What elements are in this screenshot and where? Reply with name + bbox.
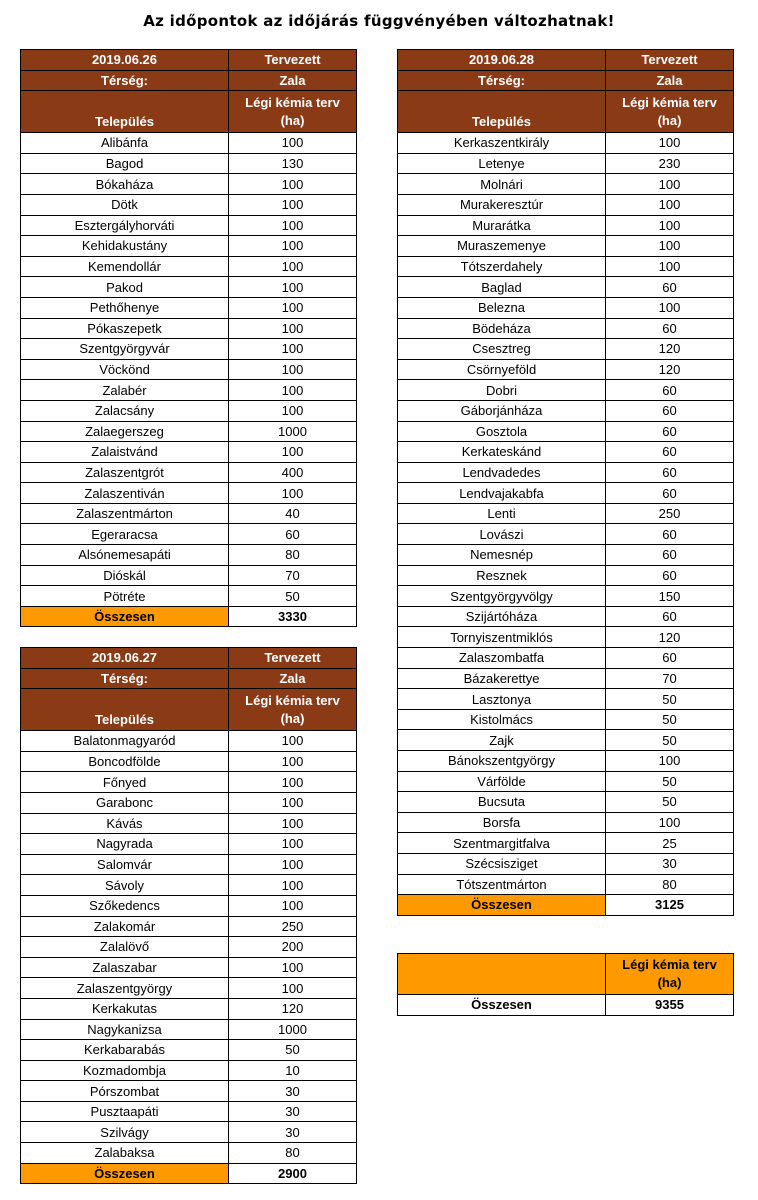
region-label: Térség: bbox=[21, 70, 229, 91]
plan-hectares: 30 bbox=[229, 1081, 357, 1102]
table-row bbox=[398, 153, 734, 174]
table-row bbox=[21, 957, 357, 978]
settlement-name: Borsfa bbox=[398, 812, 606, 833]
plan-hectares: 100 bbox=[606, 133, 734, 154]
plan-header-line2: (ha) bbox=[280, 710, 305, 726]
table-row bbox=[398, 215, 734, 236]
grand-total-header-row bbox=[398, 954, 734, 995]
date-header-row bbox=[398, 50, 734, 71]
settlement-name: Szőkedencs bbox=[21, 895, 229, 916]
table-row bbox=[398, 297, 734, 318]
plan-hectares: 25 bbox=[606, 833, 734, 854]
settlement-name: Boncodfölde bbox=[21, 751, 229, 772]
table-row bbox=[398, 730, 734, 751]
plan-hectares: 100 bbox=[229, 442, 357, 463]
settlement-name: Belezna bbox=[398, 297, 606, 318]
plan-hectares: 60 bbox=[606, 606, 734, 627]
table-row bbox=[398, 133, 734, 154]
settlement-name: Kehidakustány bbox=[21, 236, 229, 257]
plan-hectares: 100 bbox=[606, 236, 734, 257]
settlement-name: Letenye bbox=[398, 153, 606, 174]
table-row bbox=[398, 421, 734, 442]
schedule-date: 2019.06.28 bbox=[398, 50, 606, 71]
settlement-name: Vöckönd bbox=[21, 359, 229, 380]
region-value: Zala bbox=[229, 70, 357, 91]
table-row bbox=[398, 648, 734, 669]
plan-hectares: 100 bbox=[229, 194, 357, 215]
table-row bbox=[21, 916, 357, 937]
table-row bbox=[21, 215, 357, 236]
table-row bbox=[21, 359, 357, 380]
plan-hectares: 100 bbox=[229, 957, 357, 978]
settlement-name: Zalabaksa bbox=[21, 1143, 229, 1164]
settlement-name: Kemendollár bbox=[21, 256, 229, 277]
column-header-row bbox=[398, 91, 734, 133]
page-title: Az időpontok az időjárás függvényében változhatnak! bbox=[143, 12, 615, 30]
region-row bbox=[21, 668, 357, 689]
table-row bbox=[398, 503, 734, 524]
table-row bbox=[21, 792, 357, 813]
date-header-row bbox=[21, 648, 357, 669]
table-row bbox=[21, 256, 357, 277]
settlement-name: Lendvajakabfa bbox=[398, 483, 606, 504]
settlement-name: Nemesnép bbox=[398, 545, 606, 566]
plan-hectares: 120 bbox=[606, 359, 734, 380]
settlement-name: Gáborjánháza bbox=[398, 400, 606, 421]
table-row bbox=[398, 627, 734, 648]
settlement-name: Esztergályhorváti bbox=[21, 215, 229, 236]
schedule-table-3 bbox=[397, 49, 734, 916]
settlement-name: Zalakomár bbox=[21, 916, 229, 937]
plan-hectares: 100 bbox=[229, 256, 357, 277]
planned-label: Tervezett bbox=[229, 50, 357, 71]
table-row bbox=[398, 833, 734, 854]
table-row bbox=[21, 813, 357, 834]
table-row bbox=[21, 1081, 357, 1102]
settlement-name: Zalaistvánd bbox=[21, 442, 229, 463]
schedule-date: 2019.06.27 bbox=[21, 648, 229, 669]
grand-total-header-blank bbox=[398, 954, 606, 995]
settlement-name: Szentgyörgyvár bbox=[21, 339, 229, 360]
settlement-name: Zajk bbox=[398, 730, 606, 751]
plan-hectares: 100 bbox=[229, 215, 357, 236]
table-row bbox=[398, 380, 734, 401]
settlement-name: Kerkateskánd bbox=[398, 442, 606, 463]
plan-hectares: 100 bbox=[229, 133, 357, 154]
table-row bbox=[21, 1019, 357, 1040]
plan-hectares: 60 bbox=[606, 442, 734, 463]
settlement-name: Bagod bbox=[21, 153, 229, 174]
settlement-column-header: Település bbox=[398, 91, 606, 133]
settlement-name: Molnári bbox=[398, 174, 606, 195]
table-row bbox=[21, 565, 357, 586]
table-row bbox=[21, 400, 357, 421]
table-row bbox=[398, 853, 734, 874]
plan-hectares: 230 bbox=[606, 153, 734, 174]
table-row bbox=[398, 174, 734, 195]
table-row bbox=[398, 689, 734, 710]
schedule-date: 2019.06.26 bbox=[21, 50, 229, 71]
plan-hectares: 250 bbox=[606, 503, 734, 524]
table-row bbox=[21, 174, 357, 195]
plan-hectares: 100 bbox=[606, 812, 734, 833]
table-row bbox=[21, 462, 357, 483]
settlement-name: Zalaegerszeg bbox=[21, 421, 229, 442]
plan-hectares: 120 bbox=[606, 627, 734, 648]
settlement-name: Szilvágy bbox=[21, 1122, 229, 1143]
plan-hectares: 100 bbox=[229, 792, 357, 813]
plan-hectares: 100 bbox=[229, 772, 357, 793]
settlement-name: Bánokszentgyörgy bbox=[398, 751, 606, 772]
plan-hectares: 100 bbox=[229, 318, 357, 339]
settlement-name: Nagykanizsa bbox=[21, 1019, 229, 1040]
settlement-name: Zalaszentgyörgy bbox=[21, 978, 229, 999]
total-value: 3330 bbox=[229, 606, 357, 627]
plan-column-header bbox=[229, 91, 357, 133]
plan-hectares: 100 bbox=[606, 194, 734, 215]
plan-hectares: 50 bbox=[229, 586, 357, 607]
settlement-name: Salomvár bbox=[21, 854, 229, 875]
total-label: Összesen bbox=[21, 1163, 229, 1184]
plan-header-line1: Légi kémia terv bbox=[622, 94, 717, 110]
plan-header-line2: (ha) bbox=[657, 975, 682, 990]
table-row bbox=[21, 236, 357, 257]
table-row bbox=[398, 236, 734, 257]
plan-hectares: 100 bbox=[229, 875, 357, 896]
plan-header-line1: Légi kémia terv bbox=[622, 957, 717, 972]
settlement-name: Lovászi bbox=[398, 524, 606, 545]
plan-hectares: 100 bbox=[606, 174, 734, 195]
table-row bbox=[398, 792, 734, 813]
table-row bbox=[21, 978, 357, 999]
table-row bbox=[398, 339, 734, 360]
plan-hectares: 100 bbox=[229, 483, 357, 504]
settlement-name: Baglad bbox=[398, 277, 606, 298]
table-row bbox=[21, 586, 357, 607]
table-row bbox=[398, 586, 734, 607]
plan-header-line1: Légi kémia terv bbox=[245, 692, 340, 708]
plan-hectares: 400 bbox=[229, 462, 357, 483]
settlement-name: Kerkabarabás bbox=[21, 1040, 229, 1061]
table-row bbox=[398, 565, 734, 586]
table-row bbox=[398, 256, 734, 277]
plan-hectares: 100 bbox=[606, 256, 734, 277]
table-row bbox=[21, 1060, 357, 1081]
plan-hectares: 60 bbox=[606, 400, 734, 421]
table-row bbox=[21, 503, 357, 524]
plan-hectares: 150 bbox=[606, 586, 734, 607]
table-row bbox=[21, 875, 357, 896]
planned-label: Tervezett bbox=[229, 648, 357, 669]
table-row bbox=[21, 998, 357, 1019]
table-row bbox=[398, 545, 734, 566]
table-row bbox=[21, 421, 357, 442]
table-row bbox=[21, 380, 357, 401]
plan-hectares: 60 bbox=[606, 545, 734, 566]
plan-hectares: 50 bbox=[606, 730, 734, 751]
settlement-name: Bázakerettye bbox=[398, 668, 606, 689]
plan-hectares: 100 bbox=[229, 854, 357, 875]
table-row bbox=[398, 462, 734, 483]
region-row bbox=[21, 70, 357, 91]
table-row bbox=[398, 709, 734, 730]
table-row bbox=[21, 731, 357, 752]
settlement-name: Kistolmács bbox=[398, 709, 606, 730]
plan-hectares: 130 bbox=[229, 153, 357, 174]
settlement-name: Kerkakutas bbox=[21, 998, 229, 1019]
settlement-name: Pókaszepetk bbox=[21, 318, 229, 339]
settlement-name: Szentgyörgyvölgy bbox=[398, 586, 606, 607]
table-row bbox=[398, 874, 734, 895]
plan-hectares: 100 bbox=[229, 277, 357, 298]
settlement-name: Bucsuta bbox=[398, 792, 606, 813]
table-row bbox=[21, 442, 357, 463]
settlement-name: Szijártóháza bbox=[398, 606, 606, 627]
plan-header-line2: (ha) bbox=[657, 112, 682, 128]
table-row bbox=[398, 668, 734, 689]
plan-hectares: 30 bbox=[229, 1101, 357, 1122]
settlement-name: Dobri bbox=[398, 380, 606, 401]
plan-hectares: 100 bbox=[606, 297, 734, 318]
settlement-name: Pusztaapáti bbox=[21, 1101, 229, 1122]
column-header-row bbox=[21, 91, 357, 133]
table-row bbox=[21, 1143, 357, 1164]
plan-hectares: 1000 bbox=[229, 421, 357, 442]
settlement-name: Bókaháza bbox=[21, 174, 229, 195]
table-row bbox=[398, 359, 734, 380]
plan-hectares: 100 bbox=[606, 751, 734, 772]
plan-hectares: 60 bbox=[606, 524, 734, 545]
plan-hectares: 100 bbox=[229, 751, 357, 772]
plan-hectares: 80 bbox=[229, 545, 357, 566]
settlement-name: Zalacsány bbox=[21, 400, 229, 421]
settlement-name: Pakod bbox=[21, 277, 229, 298]
table-row bbox=[21, 854, 357, 875]
table-row bbox=[21, 524, 357, 545]
region-label: Térség: bbox=[398, 70, 606, 91]
plan-hectares: 30 bbox=[606, 853, 734, 874]
settlement-name: Zalaszentgrót bbox=[21, 462, 229, 483]
table-row bbox=[398, 606, 734, 627]
settlement-name: Murarátka bbox=[398, 215, 606, 236]
plan-hectares: 120 bbox=[229, 998, 357, 1019]
settlement-name: Sávoly bbox=[21, 875, 229, 896]
table-row bbox=[21, 895, 357, 916]
plan-hectares: 100 bbox=[229, 731, 357, 752]
table-row bbox=[21, 772, 357, 793]
settlement-name: Tótszerdahely bbox=[398, 256, 606, 277]
total-label: Összesen bbox=[21, 606, 229, 627]
plan-hectares: 100 bbox=[606, 215, 734, 236]
plan-hectares: 30 bbox=[229, 1122, 357, 1143]
table-row bbox=[398, 400, 734, 421]
settlement-name: Egeraracsa bbox=[21, 524, 229, 545]
plan-hectares: 80 bbox=[229, 1143, 357, 1164]
settlement-name: Resznek bbox=[398, 565, 606, 586]
table-row bbox=[21, 1040, 357, 1061]
plan-hectares: 80 bbox=[606, 874, 734, 895]
settlement-name: Pötréte bbox=[21, 586, 229, 607]
schedule-table-2 bbox=[20, 647, 357, 1184]
table-row bbox=[21, 339, 357, 360]
settlement-name: Szécsisziget bbox=[398, 853, 606, 874]
plan-header-line1: Légi kémia terv bbox=[245, 94, 340, 110]
settlement-name: Zalaszentiván bbox=[21, 483, 229, 504]
schedule-table-1 bbox=[20, 49, 357, 627]
plan-hectares: 100 bbox=[229, 978, 357, 999]
settlement-name: Zalalövő bbox=[21, 937, 229, 958]
settlement-name: Szentmargitfalva bbox=[398, 833, 606, 854]
plan-hectares: 100 bbox=[229, 359, 357, 380]
table-row bbox=[398, 771, 734, 792]
table-row bbox=[398, 194, 734, 215]
table-row bbox=[21, 297, 357, 318]
plan-hectares: 50 bbox=[606, 792, 734, 813]
table-row bbox=[21, 318, 357, 339]
settlement-name: Balatonmagyaród bbox=[21, 731, 229, 752]
total-value: 3125 bbox=[606, 895, 734, 916]
settlement-name: Pórszombat bbox=[21, 1081, 229, 1102]
settlement-name: Zalaszentmárton bbox=[21, 503, 229, 524]
column-header-row bbox=[21, 689, 357, 731]
settlement-name: Dötk bbox=[21, 194, 229, 215]
table-row bbox=[21, 751, 357, 772]
table-row bbox=[398, 812, 734, 833]
grand-total-row bbox=[398, 995, 734, 1016]
settlement-name: Főnyed bbox=[21, 772, 229, 793]
plan-hectares: 100 bbox=[229, 380, 357, 401]
plan-hectares: 200 bbox=[229, 937, 357, 958]
plan-hectares: 40 bbox=[229, 503, 357, 524]
settlement-name: Alsónemesapáti bbox=[21, 545, 229, 566]
plan-hectares: 100 bbox=[229, 297, 357, 318]
table-row bbox=[21, 153, 357, 174]
plan-hectares: 100 bbox=[229, 834, 357, 855]
settlement-name: Dióskál bbox=[21, 565, 229, 586]
table-row bbox=[398, 483, 734, 504]
plan-hectares: 120 bbox=[606, 339, 734, 360]
plan-hectares: 250 bbox=[229, 916, 357, 937]
settlement-name: Lendvadedes bbox=[398, 462, 606, 483]
plan-hectares: 100 bbox=[229, 236, 357, 257]
total-row bbox=[21, 606, 357, 627]
settlement-name: Nagyrada bbox=[21, 834, 229, 855]
table-row bbox=[21, 277, 357, 298]
table-row bbox=[21, 483, 357, 504]
settlement-name: Csesztreg bbox=[398, 339, 606, 360]
table-row bbox=[21, 937, 357, 958]
region-row bbox=[398, 70, 734, 91]
settlement-column-header: Település bbox=[21, 689, 229, 731]
table-row bbox=[21, 834, 357, 855]
plan-hectares: 100 bbox=[229, 895, 357, 916]
plan-hectares: 50 bbox=[606, 709, 734, 730]
grand-total-table bbox=[397, 953, 734, 1016]
settlement-name: Lenti bbox=[398, 503, 606, 524]
settlement-name: Zalabér bbox=[21, 380, 229, 401]
settlement-name: Alibánfa bbox=[21, 133, 229, 154]
total-row bbox=[398, 895, 734, 916]
settlement-name: Tótszentmárton bbox=[398, 874, 606, 895]
plan-hectares: 60 bbox=[606, 318, 734, 339]
plan-hectares: 60 bbox=[606, 565, 734, 586]
plan-hectares: 1000 bbox=[229, 1019, 357, 1040]
settlement-name: Kozmadombja bbox=[21, 1060, 229, 1081]
plan-hectares: 50 bbox=[606, 771, 734, 792]
settlement-name: Lasztonya bbox=[398, 689, 606, 710]
plan-hectares: 50 bbox=[606, 689, 734, 710]
plan-hectares: 70 bbox=[229, 565, 357, 586]
settlement-name: Murakeresztúr bbox=[398, 194, 606, 215]
settlement-name: Garabonc bbox=[21, 792, 229, 813]
plan-hectares: 100 bbox=[229, 339, 357, 360]
settlement-name: Kerkaszentkirály bbox=[398, 133, 606, 154]
table-row bbox=[21, 1101, 357, 1122]
table-row bbox=[398, 318, 734, 339]
plan-hectares: 60 bbox=[606, 483, 734, 504]
region-value: Zala bbox=[229, 668, 357, 689]
table-row bbox=[398, 442, 734, 463]
table-row bbox=[21, 1122, 357, 1143]
plan-hectares: 100 bbox=[229, 813, 357, 834]
plan-hectares: 10 bbox=[229, 1060, 357, 1081]
plan-hectares: 60 bbox=[606, 277, 734, 298]
settlement-name: Zalaszabar bbox=[21, 957, 229, 978]
settlement-name: Zalaszombatfa bbox=[398, 648, 606, 669]
date-header-row bbox=[21, 50, 357, 71]
table-row bbox=[21, 133, 357, 154]
table-row bbox=[21, 194, 357, 215]
plan-column-header bbox=[229, 689, 357, 731]
plan-hectares: 60 bbox=[606, 462, 734, 483]
settlement-name: Gosztola bbox=[398, 421, 606, 442]
grand-total-value: 9355 bbox=[606, 995, 734, 1016]
table-row bbox=[398, 751, 734, 772]
total-row bbox=[21, 1163, 357, 1184]
settlement-name: Csörnyeföld bbox=[398, 359, 606, 380]
grand-total-label: Összesen bbox=[398, 995, 606, 1016]
plan-hectares: 50 bbox=[229, 1040, 357, 1061]
grand-total-plan-header bbox=[606, 954, 734, 995]
plan-hectares: 60 bbox=[606, 421, 734, 442]
plan-hectares: 60 bbox=[229, 524, 357, 545]
total-value: 2900 bbox=[229, 1163, 357, 1184]
table-row bbox=[21, 545, 357, 566]
planned-label: Tervezett bbox=[606, 50, 734, 71]
settlement-column-header: Település bbox=[21, 91, 229, 133]
plan-header-line2: (ha) bbox=[280, 112, 305, 128]
plan-hectares: 60 bbox=[606, 648, 734, 669]
settlement-name: Kávás bbox=[21, 813, 229, 834]
settlement-name: Pethőhenye bbox=[21, 297, 229, 318]
plan-hectares: 100 bbox=[229, 174, 357, 195]
settlement-name: Várfölde bbox=[398, 771, 606, 792]
plan-column-header bbox=[606, 91, 734, 133]
region-label: Térség: bbox=[21, 668, 229, 689]
table-row bbox=[398, 277, 734, 298]
table-row bbox=[398, 524, 734, 545]
settlement-name: Muraszemenye bbox=[398, 236, 606, 257]
plan-hectares: 70 bbox=[606, 668, 734, 689]
plan-hectares: 60 bbox=[606, 380, 734, 401]
settlement-name: Tornyiszentmiklós bbox=[398, 627, 606, 648]
total-label: Összesen bbox=[398, 895, 606, 916]
plan-hectares: 100 bbox=[229, 400, 357, 421]
settlement-name: Bödeháza bbox=[398, 318, 606, 339]
region-value: Zala bbox=[606, 70, 734, 91]
